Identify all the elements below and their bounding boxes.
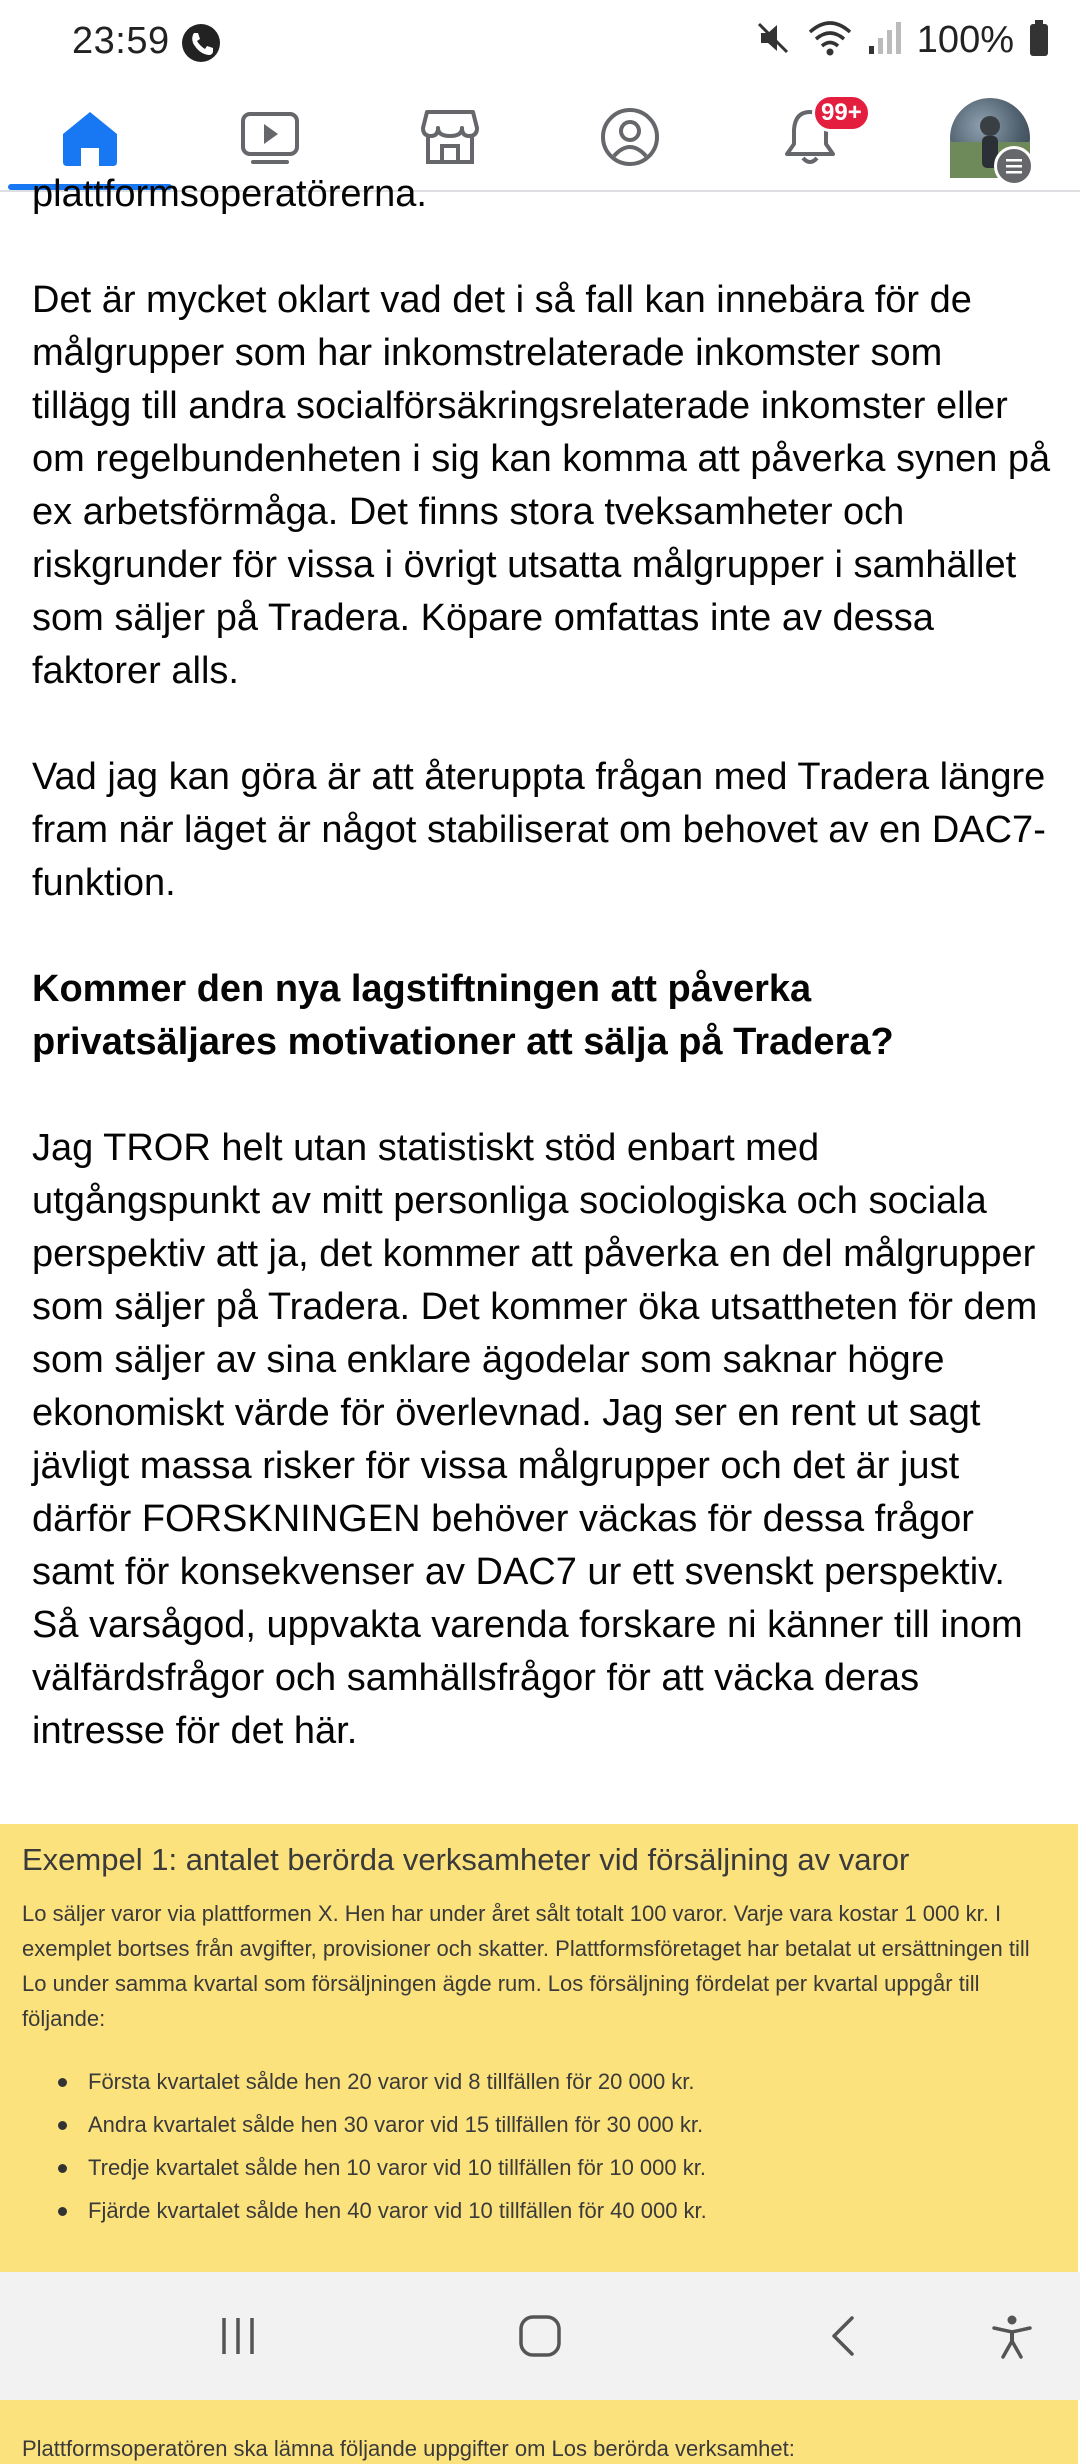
image-cut-line: Plattformsoperatören ska lämna följande uppgifter om Los berörda verksamhet: — [22, 2436, 795, 2461]
status-icons — [753, 18, 1050, 63]
profile-icon — [599, 106, 661, 173]
accessibility-icon[interactable] — [972, 2296, 1052, 2376]
battery-percent: 100% — [916, 19, 1014, 61]
phone-call-icon — [182, 24, 220, 62]
image-title: Exempel 1: antalet berörda verksamheter vid försäljning av varor — [22, 1842, 910, 1877]
image-bullet: Tredje kvartalet sålde hen 10 varor vid 10 tillfällen för 10 000 kr. — [58, 2146, 707, 2189]
post-heading: Kommer den nya lagstiftningen att påverka privatsäljares motivationer att sälja på Tradera? — [32, 968, 894, 1063]
image-bullet: Fjärde kvartalet sålde hen 40 varor vid 10 tillfällen för 40 000 kr. — [58, 2189, 707, 2232]
marketplace-icon — [419, 106, 481, 173]
image-bullet-list — [58, 2060, 707, 2232]
image-bullet: Första kvartalet sålde hen 20 varor vid 8 tillfällen för 20 000 kr. — [58, 2060, 707, 2103]
post-text — [32, 168, 1052, 1811]
status-time: 23:59 — [72, 20, 170, 62]
home-icon — [59, 106, 121, 173]
battery-icon — [1028, 18, 1050, 63]
image-intro: Lo säljer varor via plattformen X. Hen har under året sålt totalt 100 varor. Varje vara kostar 1 000 kr. I exemplet bortses från avgifter, provisioner och skatter. Plattformsföretaget har betalat ut ersättningen till Lo under samma kvartal som försäljningen ägde rum. Los försäljning fördelat per kvartal uppgår till följande: — [22, 1901, 1030, 2031]
post-paragraph: Det är mycket oklart vad det i så fall kan innebära för de målgrupper som har inkomstrelaterade inkomster som tillägg till andra socialförsäkringsrelaterade inkomster eller om regelbundenheten i sig kan komma att påverka synen på ex arbetsförmåga. Det finns stora tveksamheter och riskgrunder för vissa i övrigt utsatta målgrupper i samhället som säljer på Tradera. Köpare omfattas inte av dessa faktorer alls. — [32, 279, 1051, 692]
system-nav-bar — [0, 2272, 1080, 2400]
wifi-icon — [807, 18, 853, 63]
post-cut-line: plattformsoperatörerna. — [32, 173, 427, 215]
mute-icon — [753, 18, 793, 63]
recent-apps-icon[interactable] — [198, 2296, 278, 2376]
post-paragraph: Vad jag kan göra är att återuppta frågan med Tradera längre fram när läget är något stabiliserat om behovet av en DAC7-funktion. — [32, 756, 1046, 904]
post-content — [0, 173, 1080, 2461]
home-button-icon[interactable] — [500, 2296, 580, 2376]
back-icon[interactable] — [804, 2296, 884, 2376]
post-paragraph: Jag TROR helt utan statistiskt stöd enbart med utgångspunkt av mitt personliga sociologiska och sociala perspektiv att ja, det kommer att påverka en del målgrupper som säljer på Tradera. Det kommer öka utsattheten för dem som säljer av sina enklare ägodelar som saknar högre ekonomiskt värde för överlevnad. Jag ser en rent ut sagt jävligt massa risker för vissa målgrupper och det är just därför FORSKNINGEN behöver väckas för dessa frågor samt för konsekvenser av DAC7 ur ett svenskt perspektiv. Så varsågod, uppvakta varenda forskare ni känner till inom välfärdsfrågor och samhällsfrågor för att väcka deras intresse för det här. — [32, 1127, 1038, 1752]
status-bar — [0, 0, 1080, 88]
signal-icon — [867, 18, 903, 63]
video-icon — [239, 106, 301, 173]
image-bullet: Andra kvartalet sålde hen 30 varor vid 15 tillfällen för 30 000 kr. — [58, 2103, 707, 2146]
notification-badge: 99+ — [812, 94, 871, 132]
